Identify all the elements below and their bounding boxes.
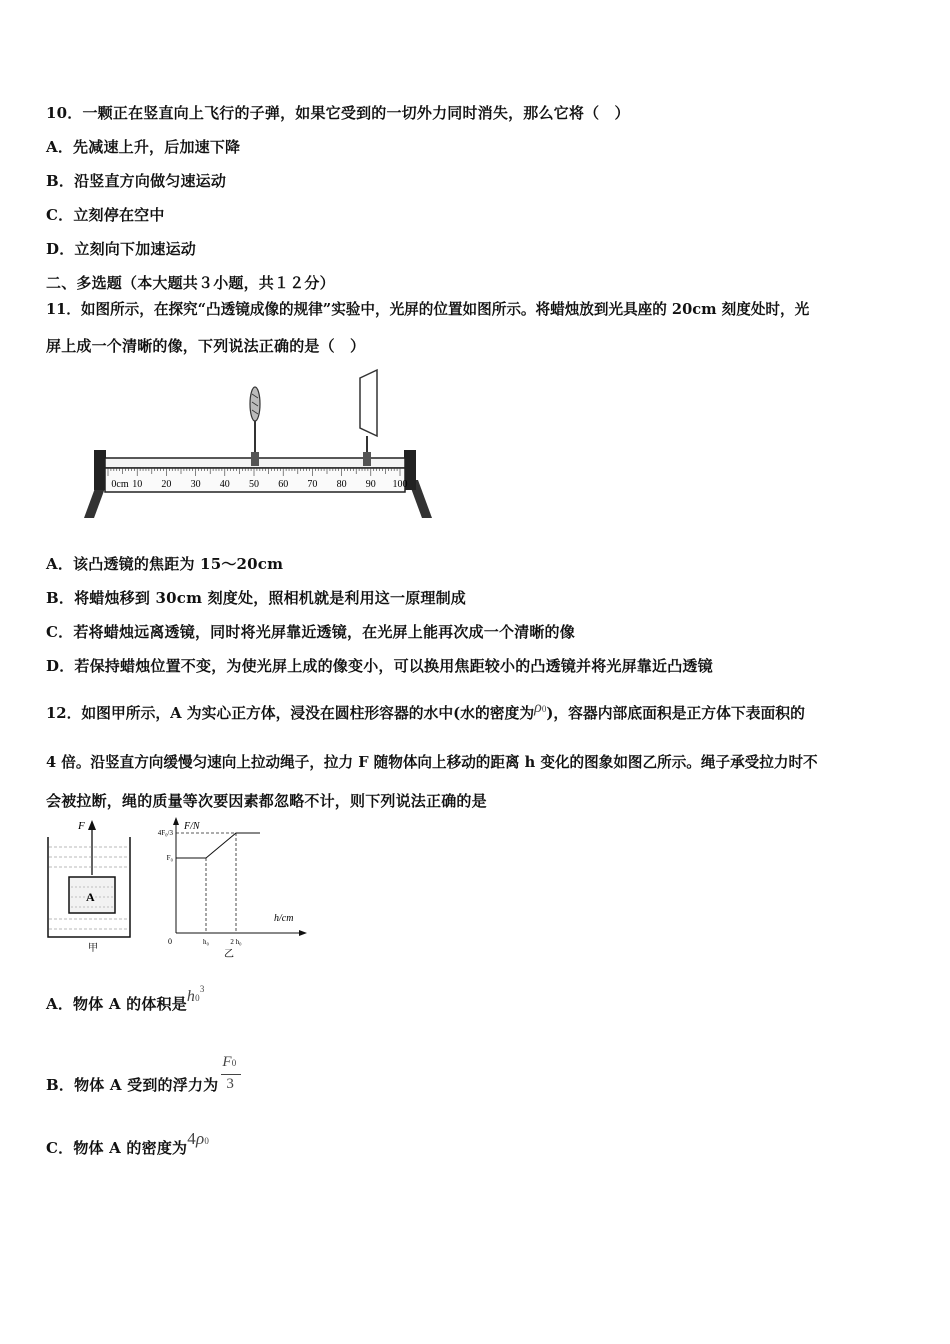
buoyancy-fraction bbox=[220, 1054, 244, 1100]
force-curve bbox=[176, 833, 260, 858]
block-label: A bbox=[86, 890, 95, 904]
screen-holder-base bbox=[363, 452, 371, 466]
y-axis-arrow bbox=[173, 817, 179, 825]
q12-option-c bbox=[46, 1129, 210, 1158]
caption-yi: 乙 bbox=[224, 949, 234, 960]
y-tick-high: 4F₀/3 bbox=[157, 829, 173, 838]
volume-expression bbox=[186, 984, 205, 1005]
scale-tick-label: 80 bbox=[336, 479, 347, 490]
density-rho: ρ bbox=[195, 1129, 205, 1148]
force-label: F bbox=[78, 820, 85, 832]
q10-option-d: D．立刻向下加速运动 bbox=[46, 240, 197, 258]
fraction-numerator bbox=[222, 1054, 236, 1071]
x-tick-2h0: 2 h₀ bbox=[230, 938, 242, 946]
q10-option-a: A．先减速上升，后加速下降 bbox=[46, 138, 241, 156]
caption-jia: 甲 bbox=[88, 943, 98, 954]
y-tick-low: F₀ bbox=[166, 854, 173, 862]
scale-tick-label: 0cm bbox=[111, 479, 129, 490]
light-screen bbox=[360, 370, 377, 436]
q12-option-c-text: C．物体 A 的密度为 bbox=[46, 1139, 188, 1157]
rho-char: ρ bbox=[534, 699, 542, 716]
fraction-bar bbox=[221, 1074, 241, 1075]
scale-tick-label: 20 bbox=[161, 479, 172, 490]
rho-water-symbol bbox=[534, 699, 546, 716]
f-char: F bbox=[222, 1054, 232, 1070]
x-tick-h0: h₀ bbox=[203, 938, 209, 946]
scale-tick-label: 10 bbox=[132, 479, 143, 490]
q12-stem-line1 bbox=[46, 699, 805, 723]
guide-lines bbox=[176, 833, 236, 933]
scale-tick-label: 70 bbox=[307, 479, 318, 490]
scale-tick-label: 60 bbox=[278, 479, 289, 490]
optical-bench-figure bbox=[78, 368, 438, 526]
left-end-post bbox=[94, 450, 106, 490]
scale-tick-label: 50 bbox=[249, 479, 259, 490]
f-sub: 0 bbox=[231, 1058, 237, 1068]
q10-option-c: C．立刻停在空中 bbox=[46, 206, 165, 224]
y-axis-label: F/N bbox=[184, 821, 200, 832]
q12-stem-line1-part-a: 12．如图甲所示，A 为实心正方体，浸没在圆柱形容器的水中(水的密度为 bbox=[46, 705, 535, 722]
rho-sub: 0 bbox=[541, 704, 547, 714]
q12-stem-line1-part-b: )，容器内部底面积是正方体下表面积的 bbox=[546, 705, 805, 722]
x-axis-label: h/cm bbox=[274, 913, 294, 924]
q11-stem-line1: 11．如图所示，在探究“凸透镜成像的规律”实验中，光屏的位置如图所示。将蜡烛放到光具座的 20cm 刻度处时，光 bbox=[46, 301, 810, 318]
q11-option-b: B．将蜡烛移到 30cm 刻度处，照相机就是利用这一原理制成 bbox=[46, 589, 467, 607]
q12-option-b-text: B．物体 A 受到的浮力为 bbox=[46, 1076, 219, 1094]
h-base: h bbox=[186, 988, 196, 1005]
figure-jia-container bbox=[40, 815, 150, 955]
fraction-denominator: 3 bbox=[226, 1076, 235, 1092]
density-coef: 4 bbox=[187, 1129, 196, 1148]
q11-option-a: A．该凸透镜的焦距为 15～20cm bbox=[46, 555, 284, 573]
q11-stem-line2: 屏上成一个清晰的像，下列说法正确的是（ ） bbox=[46, 337, 366, 355]
density-sub: 0 bbox=[204, 1136, 210, 1146]
figure-yi-chart bbox=[150, 815, 315, 960]
q12-option-a bbox=[46, 984, 205, 1014]
origin-label: 0 bbox=[168, 937, 172, 946]
h-sup: 3 bbox=[199, 984, 205, 994]
h-sub: 0 bbox=[195, 993, 200, 1003]
density-expression bbox=[187, 1129, 209, 1148]
q12-option-b bbox=[46, 1054, 244, 1106]
q12-stem-line3: 会被拉断，绳的质量等次要因素都忽略不计，则下列说法正确的是 bbox=[46, 792, 487, 810]
scale-tick-label: 30 bbox=[190, 479, 201, 490]
scale-tick-label: 90 bbox=[365, 479, 376, 490]
section-heading: 二、多选题（本大题共３小题，共１２分） bbox=[46, 274, 335, 292]
x-axis-arrow bbox=[299, 930, 307, 936]
q10-stem: 10．一颗正在竖直向上飞行的子弹，如果它受到的一切外力同时消失，那么它将（ ） bbox=[46, 104, 630, 122]
q11-option-d: D．若保持蜡烛位置不变，为使光屏上成的像变小，可以换用焦距较小的凸透镜并将光屏靠近凸透镜 bbox=[46, 657, 713, 675]
force-arrow-head bbox=[88, 820, 96, 830]
lens-holder-base bbox=[251, 452, 259, 466]
q10-option-b: B．沿竖直方向做匀速运动 bbox=[46, 172, 227, 190]
q11-option-c: C．若将蜡烛远离透镜，同时将光屏靠近透镜，在光屏上能再次成一个清晰的像 bbox=[46, 623, 575, 641]
scale-tick-label: 100 bbox=[392, 479, 408, 490]
q12-stem-line2: 4 倍。沿竖直方向缓慢匀速向上拉动绳子，拉力 F 随物体向上移动的距离 h 变化的图象如图乙所示。绳子承受拉力时不 bbox=[46, 754, 818, 771]
q12-option-a-text: A．物体 A 的体积是 bbox=[46, 995, 187, 1013]
scale-tick-label: 40 bbox=[219, 479, 230, 490]
